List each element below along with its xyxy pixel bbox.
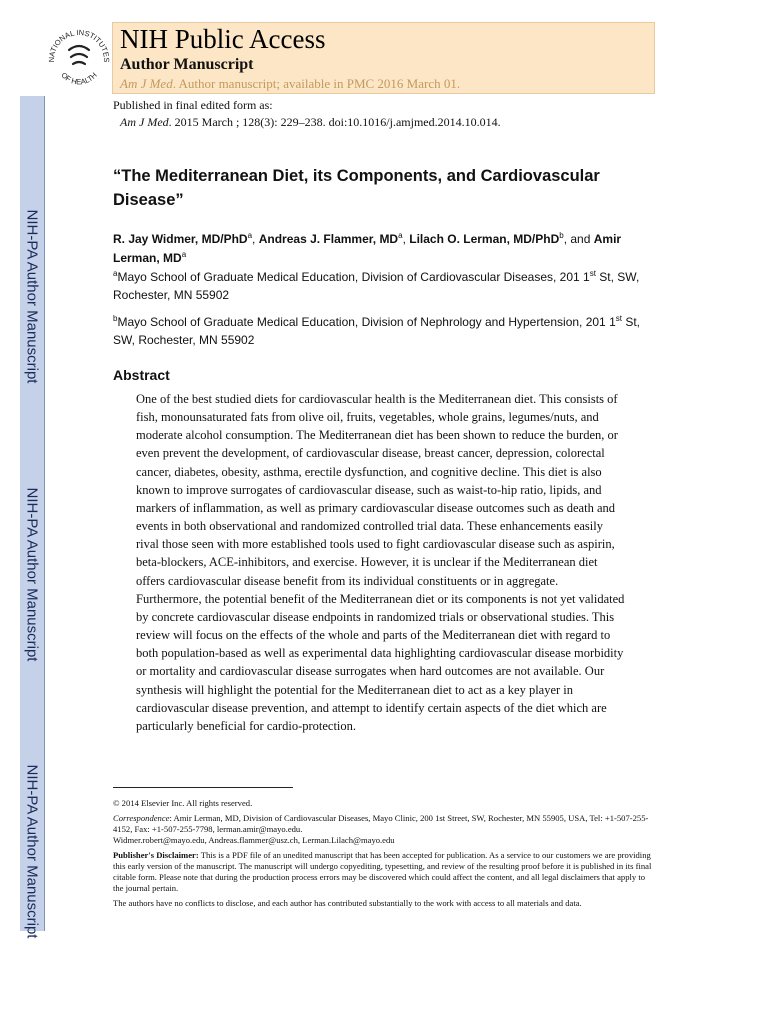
nih-title: NIH Public Access [120, 24, 326, 54]
availability-line: Am J Med. Author manuscript; available in PMC 2016 March 01. [120, 76, 461, 91]
footnote-divider [113, 787, 293, 788]
abstract-text: One of the best studied diets for cardiovascular health is the Mediterranean diet. This consists of fish, monounsaturated fats from olive oil, fruits, vegetables, whole grains, legumes/nuts, and moderate alcohol consumption. The Mediterranean diet has been shown to reduce the burden, or even prevent the development, of cardiovascular disease, breast cancer, depression, colorectal cancer, diabetes, obesity, asthma, erectile dysfunction, and cognitive decline. This diet is also known to improve surrogates of cardiovascular disease, such as waist-to-hip ratio, lipids, and markers of inflammation, as well as primary cardiovascular disease outcomes such as death and events in both observational and randomized controlled trial data. These enhancements easily rival those seen with more established tools used to fight cardiovascular disease such as aspirin, beta-blockers, ACE-inhibitors, and exercise. However, it is unclear if the Mediterranean diet offers cardiovascular disease benefit from its individual constituents or in aggregate. Furthermore, the potential benefit of the Mediterranean diet or its components is not yet validated by concrete cardiovascular disease endpoints in randomized trials or observational studies. This review will focus on the effects of the whole and parts of the Mediterranean diet with regard to both population-based as well as experimental data highlighting cardiovascular disease morbidity or mortality and cardiovascular disease surrogates when hard outcomes are not available. Our synthesis will highlight the potential for the Mediterranean diet to act as a key player in cardiovascular disease prevention, and attempt to identify certain aspects of the diet which are particularly beneficial for cardio-protection. [136, 392, 625, 733]
correspondence-note: Correspondence: Amir Lerman, MD, Division of Cardiovascular Diseases, Mayo Clinic, 200 1st Street, SW, Rochester, MN 55905, USA, Tel: +1-507-255-4152, Fax: +1-507-255-7798, lerman.amir@mayo.edu. Widmer.robert@mayo.edu, Andreas.flammer@usz.ch, Lerman.Lilach@mayo.edu [113, 813, 649, 845]
author-manuscript-sidebar [20, 96, 45, 938]
nih-seal-logo [42, 20, 116, 94]
affiliation-b: $^b$Mayo School of Graduate Medical Education, Division of Nephrology and Hypertension, 201 1st St, SW, Rochester, MN 55902 [113, 314, 640, 347]
footnotes [113, 798, 653, 913]
abstract-heading: Abstract [113, 367, 170, 383]
nih-public-access-header [112, 22, 655, 94]
sidebar-label: NIH-PA Author Manuscript [23, 209, 41, 383]
svg-text:NATIONAL INSTITUTES: NATIONAL INSTITUTES [46, 27, 112, 63]
author-list: R. Jay Widmer, MD/PhD$^a$, Andreas J. Flammer, $MD^a$, Lilach O. Lerman, MD/PhD$^b$, and Amir Lerman, $MD^a$ [113, 231, 622, 265]
author-manuscript-label: Author Manuscript [120, 56, 254, 73]
publisher-disclaimer: Publisher's Disclaimer: This is a PDF file of an unedited manuscript that has been accepted for publication. As a service to our customers we are providing this early version of the manuscript. The manuscript will undergo copyediting, typesetting, and review of the resulting proof before it is published in its final citable form. Please note that during the production process errors may be discovered which could affect the content, and all legal disclaimers that apply to the journal pertain. [113, 850, 652, 893]
sidebar-label: NIH-PA Author Manuscript [23, 764, 41, 938]
svg-text:OF HEALTH: OF HEALTH [59, 70, 99, 87]
article-title: “The Mediterranean Diet, its Components, and Cardiovascular Disease” [113, 167, 600, 209]
conflicts-note: The authors have no conflicts to disclose, and each author has contributed substantially to the work with access to all materials and data. [113, 898, 582, 908]
published-citation: Published in final edited form as: Am J Med. 2015 March ; 128(3): 229–238. doi:10.1016/j.amjmed.2014.10.014. [113, 98, 501, 129]
copyright-note: © 2014 Elsevier Inc. All rights reserved. [113, 798, 253, 808]
affiliation-a: $^a$Mayo School of Graduate Medical Education, Division of Cardiovascular Diseases, 201 1st St, SW, Rochester, MN 55902 [113, 269, 640, 302]
sidebar-label: NIH-PA Author Manuscript [23, 487, 41, 661]
